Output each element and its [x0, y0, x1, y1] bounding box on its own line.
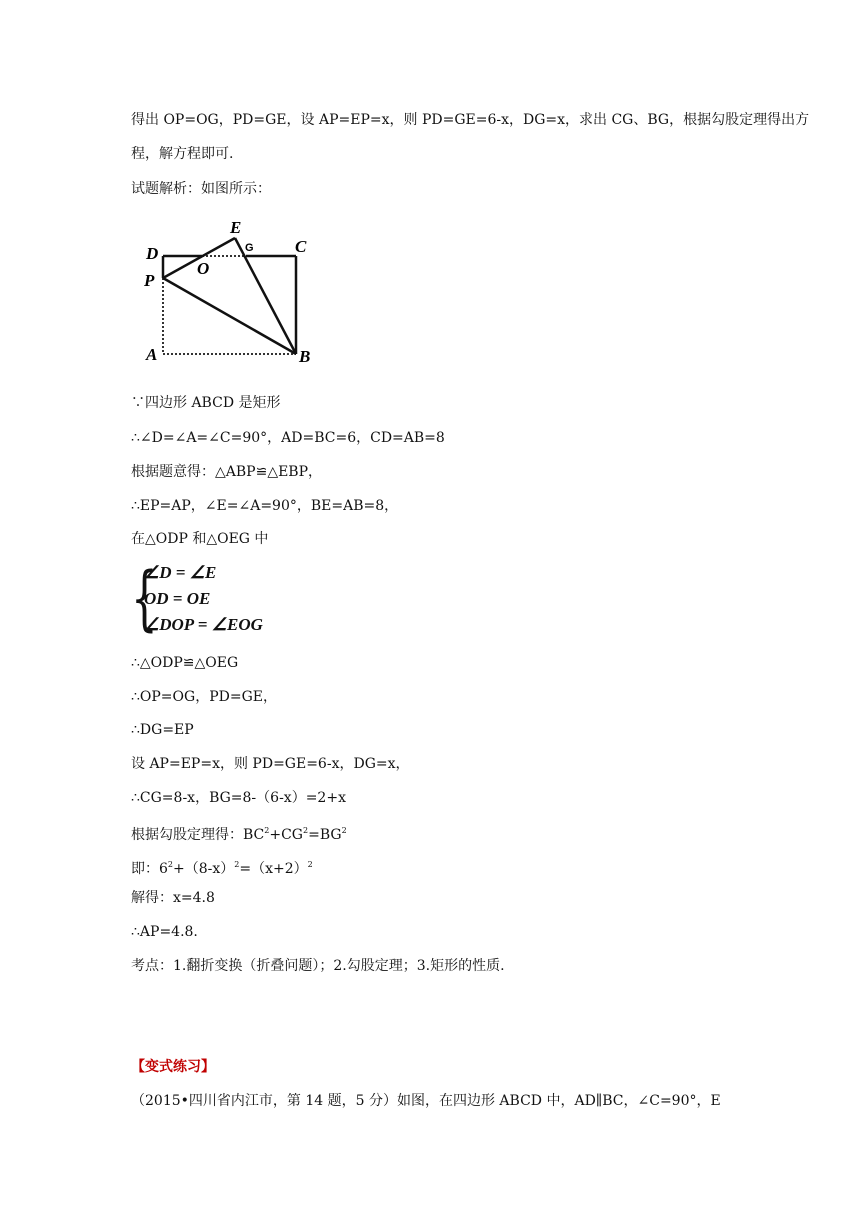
label-o: O — [197, 259, 210, 278]
brace: { — [131, 557, 158, 639]
system-eq-2: OD = OE — [144, 589, 211, 608]
equation-line — [131, 855, 313, 879]
pythag-mid2: =BG — [308, 827, 342, 843]
sup: 2 — [264, 826, 270, 835]
text-line-9: ∴△ODP≌△OEG — [131, 655, 239, 671]
text-line-11: ∴DG=EP — [131, 722, 194, 738]
text-line-2: 程，解方程即可. — [131, 146, 234, 162]
variant-text: （2015•四川省内江市，第 14 题，5 分）如图，在四边形 ABCD 中，AD∥BC，∠C=90°，E — [131, 1093, 721, 1109]
sup: 2 — [234, 860, 240, 869]
text-line-3: 试题解析：如图所示： — [131, 181, 271, 197]
text-line-16: 考点：1.翻折变换（折叠问题）；2.勾股定理；3.矩形的性质. — [131, 958, 505, 974]
text-line-6: 根据题意得：△ABP≌△EBP， — [131, 464, 323, 480]
sup: 2 — [167, 860, 174, 869]
geometry-figure — [140, 212, 340, 372]
label-e: E — [230, 218, 242, 237]
equation-mid: +（8-x） — [173, 861, 235, 877]
system-eq-3: ∠DOP = ∠EOG — [144, 615, 263, 634]
text-line-7: ∴EP=AP，∠E=∠A=90°，BE=AB=8， — [131, 498, 399, 514]
text-line-12: 设 AP=EP=x，则 PD=GE=6-x，DG=x， — [131, 756, 410, 772]
pythagoras-line — [131, 821, 347, 845]
text-line-10: ∴OP=OG，PD=GE， — [131, 689, 277, 705]
sup: 2 — [307, 860, 313, 869]
text-line-14: 解得：x=4.8 — [131, 890, 215, 906]
text-line-4: ∵四边形 ABCD 是矩形 — [131, 395, 281, 411]
text-line-5: ∴∠D=∠A=∠C=90°，AD=BC=6，CD=AB=8 — [131, 430, 445, 446]
sup: 2 — [341, 826, 347, 835]
label-a: A — [146, 345, 158, 364]
equation-system — [131, 557, 271, 639]
system-eq-1: ∠D = ∠E — [144, 563, 217, 582]
variant-heading: 【变式练习】 — [131, 1059, 215, 1075]
label-g: G — [245, 242, 254, 254]
label-b: B — [299, 347, 311, 366]
sup: 2 — [303, 826, 309, 835]
text-line-13: ∴CG=8-x，BG=8-（6-x）=2+x — [131, 790, 346, 806]
pythag-mid: +CG — [269, 827, 303, 843]
label-p: P — [144, 271, 155, 290]
label-c: C — [295, 237, 307, 256]
label-d: D — [146, 244, 159, 263]
pythag-text: 根据勾股定理得：BC — [131, 827, 265, 843]
text-line-1: 得出 OP=OG，PD=GE，设 AP=EP=x，则 PD=GE=6-x，DG=x，求出 CG、BG，根据勾股定理得出方 — [131, 112, 810, 128]
equation-mid2: =（x+2） — [239, 861, 308, 877]
text-line-15: ∴AP=4.8. — [131, 924, 198, 940]
text-line-8: 在△ODP 和△OEG 中 — [131, 531, 269, 547]
equation-text: 即：6 — [131, 861, 168, 877]
